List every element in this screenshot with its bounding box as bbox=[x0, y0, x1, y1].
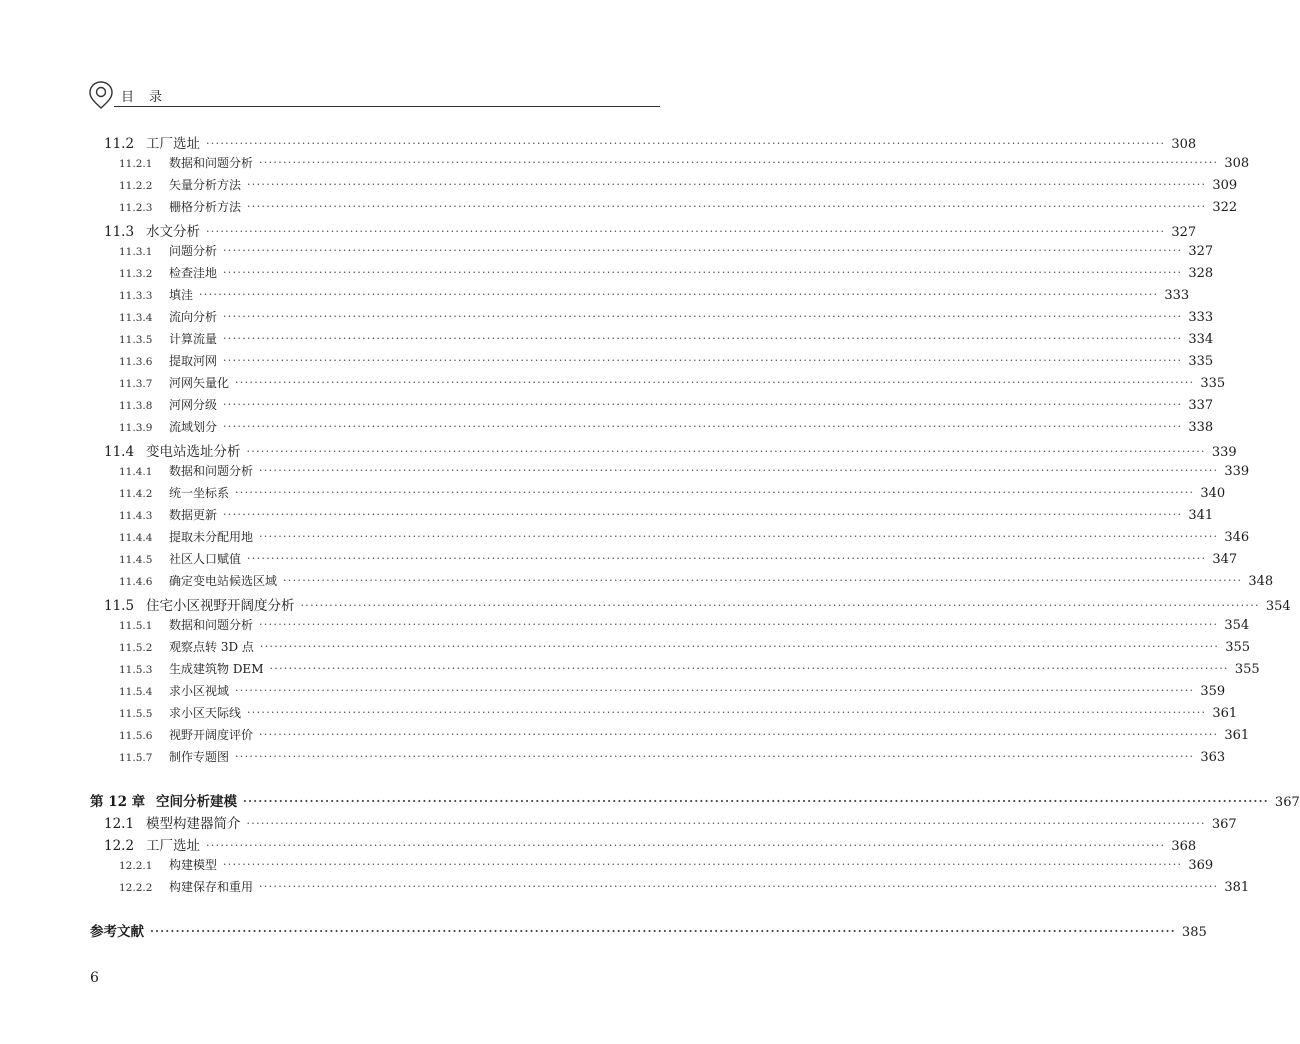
toc-section-12-1[interactable]: 12.1 模型构建器简介 ········································································································································································································ 367 bbox=[104, 816, 1237, 832]
dot-leader: ········································································································································································································ bbox=[259, 640, 1220, 653]
toc-section-11-3[interactable]: 11.3 水文分析 ········································································································································································································ 327 bbox=[104, 224, 1197, 240]
toc-subsection-11-4-3[interactable]: 11.4.3 数据更新 ········································································································································································································ 341 bbox=[119, 508, 1214, 523]
dot-leader: ········································································································································································································ bbox=[259, 880, 1219, 893]
dot-leader: ········································································································································································································ bbox=[259, 618, 1219, 631]
dot-leader: ········································································································································································································ bbox=[223, 310, 1183, 323]
toc-section-12-2[interactable]: 12.2 工厂选址 ········································································································································································································ 368 bbox=[104, 838, 1197, 854]
toc-subsection-11-5-4[interactable]: 11.5.4 求小区视域 ········································································································································································································ 359 bbox=[119, 684, 1226, 699]
dot-leader: ········································································································································································································ bbox=[223, 508, 1183, 521]
dot-leader: ········································································································································································································ bbox=[223, 332, 1183, 345]
dot-leader: ········································································································································································································ bbox=[235, 750, 1195, 763]
toc-subsection-11-4-1[interactable]: 11.4.1 数据和问题分析 ········································································································································································································ 339 bbox=[119, 464, 1250, 479]
dot-leader: ········································································································································································································ bbox=[247, 706, 1207, 719]
toc-section-11-4[interactable]: 11.4 变电站选址分析 ········································································································································································································ 339 bbox=[104, 444, 1237, 460]
toc-subsection-12-2-1[interactable]: 12.2.1 构建模型 ········································································································································································································ 369 bbox=[119, 858, 1214, 873]
toc-subsection-11-4-6[interactable]: 11.4.6 确定变电站候选区域 ········································································································································································································ 348 bbox=[119, 574, 1274, 589]
dot-leader: ········································································································································································································ bbox=[259, 530, 1219, 543]
dot-leader: ········································································································································································································ bbox=[223, 420, 1183, 433]
toc-subsection-11-5-6[interactable]: 11.5.6 视野开阔度评价 ········································································································································································································ 361 bbox=[119, 728, 1250, 743]
toc-chapter-12[interactable]: 第 12 章 空间分析建模 ········································································································································································································ 367 bbox=[90, 794, 1300, 810]
toc-subsection-11-3-9[interactable]: 11.3.9 流域划分 ········································································································································································································ 338 bbox=[119, 420, 1214, 435]
toc-subsection-11-5-5[interactable]: 11.5.5 求小区天际线 ········································································································································································································ 361 bbox=[119, 706, 1238, 721]
dot-leader: ········································································································································································································ bbox=[223, 354, 1183, 367]
toc-section-11-2[interactable]: 11.2 工厂选址 ········································································································································································································ 308 bbox=[104, 136, 1197, 152]
dot-leader: ········································································································································································································ bbox=[246, 445, 1206, 458]
dot-leader: ········································································································································································································ bbox=[206, 839, 1166, 852]
toc-subsection-12-2-2[interactable]: 12.2.2 构建保存和重用 ········································································································································································································ 381 bbox=[119, 880, 1250, 895]
dot-leader: ········································································································································································································ bbox=[223, 244, 1183, 257]
toc-subsection-11-3-3[interactable]: 11.3.3 填洼 ········································································································································································································ 333 bbox=[119, 288, 1190, 303]
header-title: 目 录 bbox=[121, 90, 164, 105]
toc-subsection-11-3-4[interactable]: 11.3.4 流向分析 ········································································································································································································ 333 bbox=[119, 310, 1214, 325]
dot-leader: ········································································································································································································ bbox=[235, 684, 1195, 697]
page-number: 6 bbox=[90, 970, 99, 986]
dot-leader: ········································································································································································································ bbox=[247, 552, 1207, 565]
dot-leader: ········································································································································································································ bbox=[206, 137, 1166, 150]
toc-subsection-11-2-3[interactable]: 11.2.3 栅格分析方法 ········································································································································································································ 322 bbox=[119, 200, 1238, 215]
dot-leader: ········································································································································································································ bbox=[235, 376, 1195, 389]
dot-leader: ········································································································································································································ bbox=[246, 817, 1206, 830]
toc-references[interactable]: 参考文献 ········································································································································································································ 385 bbox=[90, 924, 1207, 940]
toc-section-11-5[interactable]: 11.5 住宅小区视野开阔度分析 ········································································································································································································ 354 bbox=[104, 598, 1291, 614]
dot-leader: ········································································································································································································ bbox=[243, 795, 1269, 808]
dot-leader: ········································································································································································································ bbox=[223, 858, 1183, 871]
dot-leader: ········································································································································································································ bbox=[300, 599, 1260, 612]
dot-leader: ········································································································································································································ bbox=[206, 225, 1166, 238]
toc-subsection-11-5-1[interactable]: 11.5.1 数据和问题分析 ········································································································································································································ 354 bbox=[119, 618, 1250, 633]
dot-leader: ········································································································································································································ bbox=[223, 266, 1183, 279]
dot-leader: ········································································································································································································ bbox=[283, 574, 1243, 587]
dot-leader: ········································································································································································································ bbox=[223, 398, 1183, 411]
dot-leader: ········································································································································································································ bbox=[269, 662, 1229, 675]
toc-subsection-11-3-7[interactable]: 11.3.7 河网矢量化 ········································································································································································································ 335 bbox=[119, 376, 1226, 391]
dot-leader: ········································································································································································································ bbox=[199, 288, 1159, 301]
toc-subsection-11-4-5[interactable]: 11.4.5 社区人口赋值 ········································································································································································································ 347 bbox=[119, 552, 1238, 567]
dot-leader: ········································································································································································································ bbox=[247, 200, 1207, 213]
toc-subsection-11-3-6[interactable]: 11.3.6 提取河网 ········································································································································································································ 335 bbox=[119, 354, 1214, 369]
toc-subsection-11-2-1[interactable]: 11.2.1 数据和问题分析 ········································································································································································································ 308 bbox=[119, 156, 1250, 171]
toc-subsection-11-5-7[interactable]: 11.5.7 制作专题图 ········································································································································································································ 363 bbox=[119, 750, 1226, 765]
dot-leader: ········································································································································································································ bbox=[259, 464, 1219, 477]
dot-leader: ········································································································································································································ bbox=[150, 925, 1176, 938]
toc-subsection-11-5-2[interactable]: 11.5.2 观察点转 3D 点 ········································································································································································································ 355 bbox=[119, 640, 1251, 655]
toc-subsection-11-4-2[interactable]: 11.4.2 统一坐标系 ········································································································································································································ 340 bbox=[119, 486, 1226, 501]
dot-leader: ········································································································································································································ bbox=[259, 728, 1219, 741]
toc-subsection-11-2-2[interactable]: 11.2.2 矢量分析方法 ········································································································································································································ 309 bbox=[119, 178, 1238, 193]
toc-subsection-11-5-3[interactable]: 11.5.3 生成建筑物 DEM ········································································································································································································ 355 bbox=[119, 662, 1260, 677]
dot-leader: ········································································································································································································ bbox=[247, 178, 1207, 191]
toc-subsection-11-3-1[interactable]: 11.3.1 问题分析 ········································································································································································································ 327 bbox=[119, 244, 1214, 259]
toc-subsection-11-3-8[interactable]: 11.3.8 河网分级 ········································································································································································································ 337 bbox=[119, 398, 1214, 413]
toc-subsection-11-3-2[interactable]: 11.3.2 检查洼地 ········································································································································································································ 328 bbox=[119, 266, 1214, 281]
dot-leader: ········································································································································································································ bbox=[235, 486, 1195, 499]
toc-subsection-11-4-4[interactable]: 11.4.4 提取未分配用地 ········································································································································································································ 346 bbox=[119, 530, 1250, 545]
dot-leader: ········································································································································································································ bbox=[259, 156, 1219, 169]
toc-subsection-11-3-5[interactable]: 11.3.5 计算流量 ········································································································································································································ 334 bbox=[119, 332, 1214, 347]
